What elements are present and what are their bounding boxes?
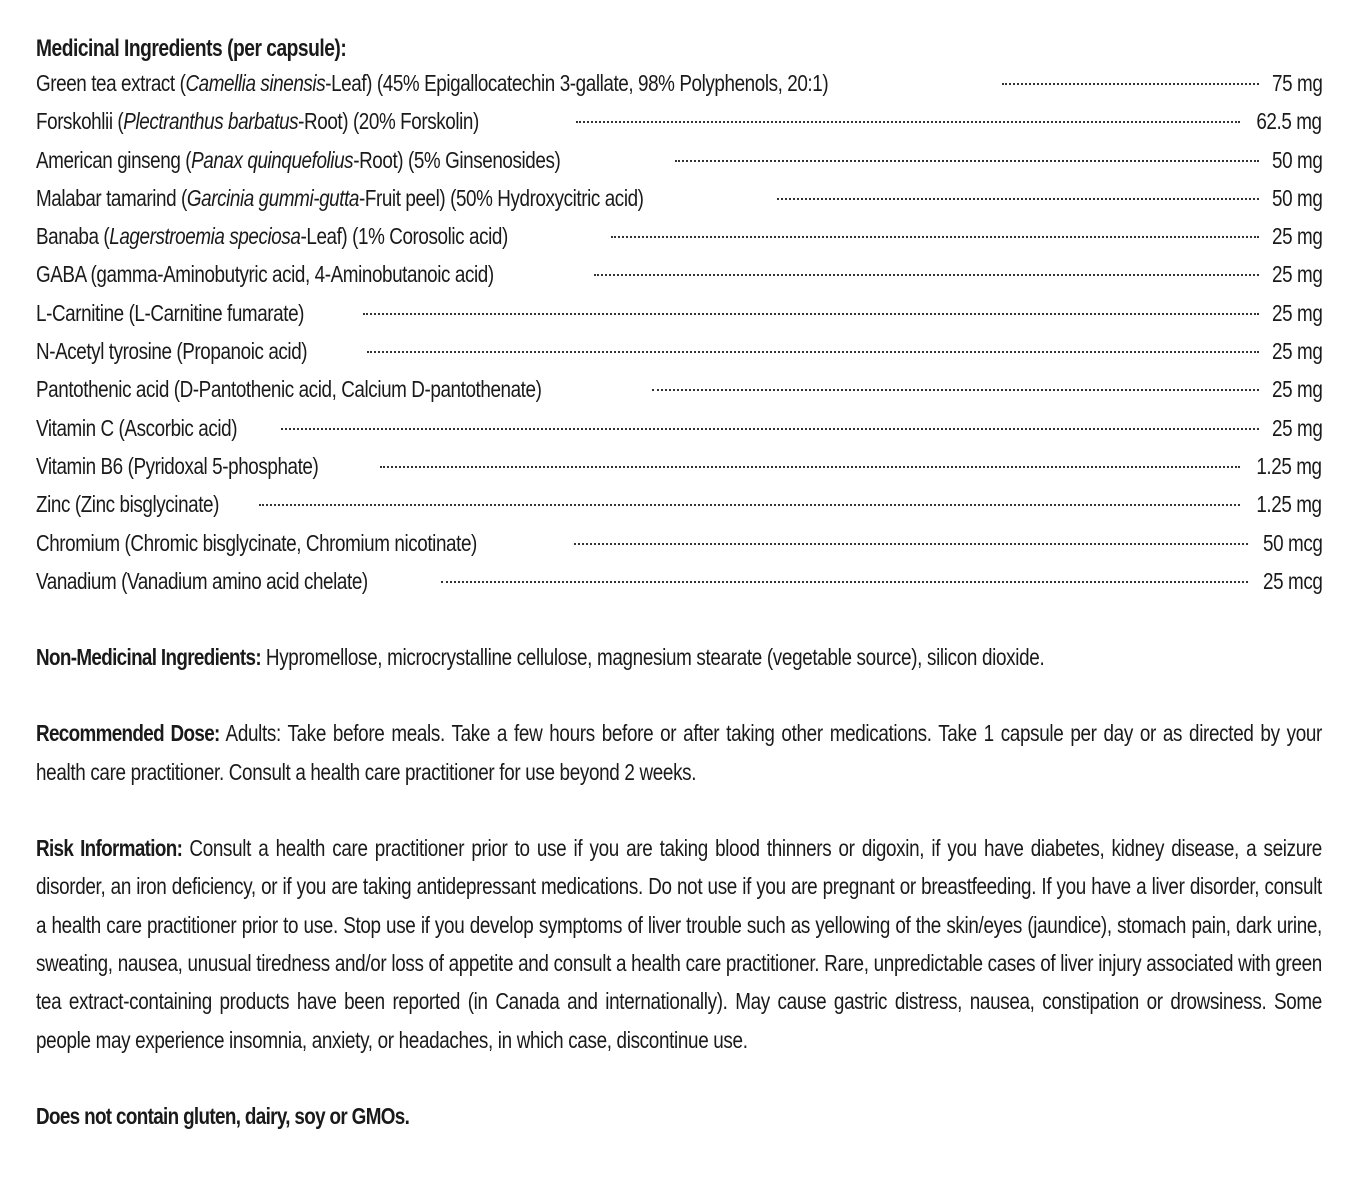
ingredient-name: Green tea extract (Camellia sinensis-Leaf) (45% Epigallocatechin 3-gallate, 98% Polyphenols, 20:1) xyxy=(36,70,829,96)
dot-leader xyxy=(777,198,1259,200)
recommended-dose-text: Adults: Take before meals. Take a few hours before or after taking other medications. Take 1 capsule per day or as directed by your health care practitioner. Consult a health care practitioner for use beyond 2 weeks. xyxy=(36,720,1322,785)
ingredient-row xyxy=(36,370,1322,408)
ingredient-row xyxy=(36,562,1322,600)
ingredient-row xyxy=(36,332,1322,370)
ingredient-amount: 25 mcg xyxy=(1262,567,1322,594)
ingredient-name: Malabar tamarind (Garcinia gummi-gutta-Fruit peel) (50% Hydroxycitric acid) xyxy=(36,184,644,211)
dot-leader xyxy=(281,428,1258,430)
dot-leader xyxy=(611,236,1258,238)
ingredient-amount: 50 mcg xyxy=(1262,529,1322,556)
ingredient-name: Vitamin C (Ascorbic acid) xyxy=(36,414,238,441)
ingredient-row xyxy=(36,447,1322,485)
dot-leader xyxy=(594,274,1258,276)
ingredient-amount: 50 mg xyxy=(1271,146,1322,173)
allergen-section xyxy=(36,1097,1322,1135)
ingredient-amount: 25 mg xyxy=(1271,376,1322,403)
ingredient-row xyxy=(36,102,1322,140)
ingredient-name: Pantothenic acid (D-Pantothenic acid, Calcium D-pantothenate) xyxy=(36,376,542,403)
ingredient-row xyxy=(36,485,1322,523)
ingredient-amount: 1.25 mg xyxy=(1256,491,1322,518)
ingredient-row xyxy=(36,524,1322,562)
ingredient-name: Banaba (Lagerstroemia speciosa-Leaf) (1% Corosolic acid) xyxy=(36,223,508,250)
ingredient-amount: 1.25 mg xyxy=(1256,452,1322,479)
risk-information-text: Consult a health care practitioner prior to use if you are taking blood thinners or digoxin, if you have diabetes, kidney disease, a seizure disorder, an iron deficiency, or if you are taking antidepressant medications. Do not use if you are pregnant or breastfeeding. If you have a liver disorder, consult a health care practitioner prior to use. Stop use if you develop symptoms of liver trouble such as yellowing of the skin/eyes (jaundice), stomach pain, dark urine, sweating, nausea, unusual tiredness and/or loss of appetite and consult a health care practitioner. Rare, unpredictable cases of liver injury associated with green tea extract-containing products have been reported (in Canada and internationally). May cause gastric distress, nausea, constipation or drowsiness. Some people may experience insomnia, anxiety, or headaches, in which case, discontinue use. xyxy=(36,835,1322,1053)
ingredient-name: Forskohlii (Plectranthus barbatus-Root) (20% Forskolin) xyxy=(36,108,479,135)
ingredient-name: Chromium (Chromic bisglycinate, Chromium nicotinate) xyxy=(36,529,477,556)
dot-leader xyxy=(367,351,1259,353)
ingredient-amount: 25 mg xyxy=(1271,223,1322,250)
recommended-dose-label: Recommended Dose: xyxy=(36,720,220,747)
ingredient-name: Zinc (Zinc bisglycinate) xyxy=(36,491,220,518)
dot-leader xyxy=(441,581,1248,583)
non-medicinal-text: Hypromellose, microcrystalline cellulose, magnesium stearate (vegetable source), silicon dioxide. xyxy=(261,644,1045,671)
medicinal-ingredients-list xyxy=(36,64,1322,600)
ingredient-row xyxy=(36,64,1322,102)
ingredient-amount: 25 mg xyxy=(1271,338,1322,365)
medicinal-ingredients-heading: Medicinal Ingredients (per capsule): xyxy=(36,35,347,62)
non-medicinal-label: Non-Medicinal Ingredients: xyxy=(36,644,262,671)
ingredient-row xyxy=(36,294,1322,332)
dot-leader xyxy=(1002,83,1258,85)
ingredient-amount: 75 mg xyxy=(1271,70,1322,96)
dot-leader xyxy=(363,313,1259,315)
dot-leader xyxy=(652,389,1258,391)
ingredient-name: Vitamin B6 (Pyridoxal 5-phosphate) xyxy=(36,452,319,479)
recommended-dose-section xyxy=(36,714,1322,791)
dot-leader xyxy=(380,466,1240,468)
ingredient-name: Vanadium (Vanadium amino acid chelate) xyxy=(36,567,368,594)
risk-information-label: Risk Information: xyxy=(36,835,183,862)
ingredient-amount: 25 mg xyxy=(1271,414,1322,441)
ingredient-amount: 25 mg xyxy=(1271,261,1322,288)
ingredient-row xyxy=(36,179,1322,217)
ingredient-row xyxy=(36,141,1322,179)
dot-leader xyxy=(259,504,1240,506)
dot-leader xyxy=(574,543,1248,545)
ingredient-amount: 25 mg xyxy=(1271,299,1322,326)
ingredient-name: N-Acetyl tyrosine (Propanoic acid) xyxy=(36,338,308,365)
ingredient-name: American ginseng (Panax quinquefolius-Root) (5% Ginsenosides) xyxy=(36,146,561,173)
allergen-statement: Does not contain gluten, dairy, soy or GMOs. xyxy=(36,1102,410,1129)
ingredient-name: L-Carnitine (L-Carnitine fumarate) xyxy=(36,299,305,326)
non-medicinal-section xyxy=(36,638,1322,676)
dot-leader xyxy=(576,121,1240,123)
ingredient-row xyxy=(36,217,1322,255)
ingredient-row xyxy=(36,409,1322,447)
dot-leader xyxy=(675,160,1258,162)
ingredient-row xyxy=(36,255,1322,293)
ingredient-amount: 50 mg xyxy=(1271,184,1322,211)
risk-information-section xyxy=(36,829,1322,1059)
ingredient-name: GABA (gamma-Aminobutyric acid, 4-Aminobutanoic acid) xyxy=(36,261,494,288)
ingredient-amount: 62.5 mg xyxy=(1256,108,1322,135)
